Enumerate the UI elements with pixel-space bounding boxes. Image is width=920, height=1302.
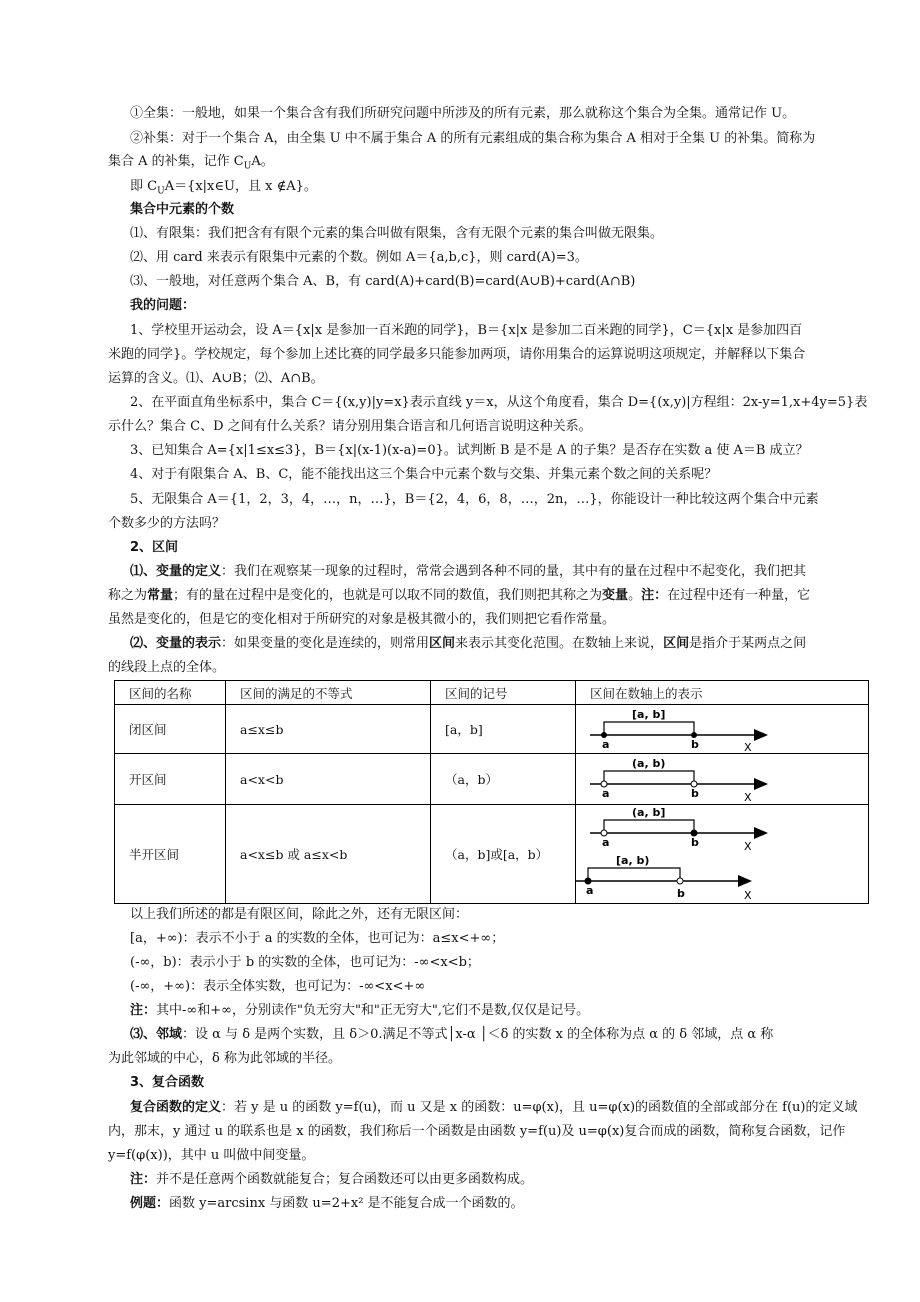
table-row — [115, 754, 869, 805]
infinite-1: [a，+∞)：表示不小于 a 的实数的全体，也可记为：a≤x<+∞； — [130, 931, 505, 946]
axis-x-label: X — [744, 840, 752, 853]
question-1b: 米跑的同学}。学校规定，每个参加上述比赛的同学最多只能参加两项，请你用集合的运算说明这项规定，并解释以下集合 — [108, 347, 806, 362]
question-2b: 示什么？集合 C、D 之间有什么关系？请分别用集合语言和几何语言说明这种关系。 — [108, 419, 592, 434]
composite-def-line-2: 内，那末，y 通过 u 的联系也是 x 的函数，我们称后一个函数是由函数 y=f(u)及 u=φ(x)复合而成的函数，简称复合函数，记作 — [108, 1124, 846, 1139]
diagram-label: (a, b) — [632, 757, 666, 770]
point-a-label: a — [602, 738, 610, 751]
interval-bracket — [604, 820, 694, 833]
infinity-note: 注：其中-∞和+∞，分别读作"负无穷大"和"正无穷大",它们不是数,仅仅是记号。 — [130, 1003, 590, 1018]
interval-bracket — [588, 868, 680, 881]
card-p2: ⑵、用 card 来表示有限集中元素的个数。例如 A＝{a,b,c}，则 card(A)=3。 — [130, 250, 588, 265]
axis-x-label: X — [744, 889, 752, 902]
open-interval-diagram — [576, 754, 869, 805]
point-a-label: a — [586, 884, 594, 897]
row-inequality: a<x≤b 或 a≤x<b — [226, 805, 431, 904]
composite-note: 注：并不是任意两个函数就能复合；复合函数还可以由更多函数构成。 — [130, 1172, 534, 1187]
axis-arrow-icon — [738, 875, 752, 887]
questions-heading: 我的问题： — [130, 298, 196, 313]
interval-table — [114, 680, 869, 904]
row-notation: （a，b） — [431, 754, 576, 805]
infinite-2: (-∞，b)：表示小于 b 的实数的全体，也可记为：-∞<x<b； — [130, 955, 480, 970]
interval-bracket — [604, 771, 694, 784]
axis-arrow-icon — [754, 827, 768, 839]
question-5b: 个数多少的方法吗？ — [108, 516, 226, 531]
question-4: 4、对于有限集合 A、B、C，能不能找出这三个集合中元素个数与交集、并集元素个数之间的关系呢？ — [130, 467, 718, 482]
card-heading: 集合中元素的个数 — [130, 202, 235, 217]
card-p1: ⑴、有限集：我们把含有有限个元素的集合叫做有限集，含有无限个元素的集合叫做无限集。 — [130, 226, 664, 241]
table-header-row — [115, 681, 869, 705]
composite-def-line-3: y=f(φ(x))，其中 u 叫做中间变量。 — [108, 1148, 315, 1163]
axis-x-label: X — [744, 791, 752, 804]
table-header: 区间的名称 — [115, 681, 226, 705]
composite-def-line: 复合函数的定义：若 y 是 u 的函数 y=f(u)，而 u 又是 x 的函数：u=φ(x)，且 u=φ(x)的函数值的全部或部分在 f(u)的定义域 — [130, 1100, 858, 1115]
neighborhood-line-2: 为此邻域的中心，δ 称为此邻域的半径。 — [108, 1051, 341, 1066]
row-inequality: a≤x≤b — [226, 705, 431, 754]
composite-example: 例题：函数 y=arcsinx 与函数 u=2+x² 是不能复合成一个函数的。 — [130, 1196, 524, 1211]
axis-arrow-icon — [754, 729, 768, 741]
row-name: 半开区间 — [115, 805, 226, 904]
infinite-intro: 以上我们所述的都是有限区间，除此之外，还有无限区间： — [130, 907, 469, 922]
question-3: 3、已知集合 A={x|1≤x≤3}，B＝{x|(x-1)(x-a)=0}。试判断 B 是不是 A 的子集？是否存在实数 a 使 A＝B 成立？ — [130, 443, 809, 458]
complement-line: ②补集：对于一个集合 A，由全集 U 中不属于集合 A 的所有元素组成的集合称为集合 A 相对于全集 U 的补集。简称为 — [130, 131, 816, 146]
complement-formula: 即 $C_UA=\{x|x\in U$，且 x ∉A}。 — [130, 179, 317, 197]
row-notation: [a，b] — [431, 705, 576, 754]
table-header: 区间的满足的不等式 — [226, 681, 431, 705]
point-b-label: b — [691, 787, 699, 800]
endpoint-open-icon — [677, 878, 683, 884]
diagram-label: (a, b] — [632, 806, 666, 819]
table-header: 区间在数轴上的表示 — [576, 681, 869, 705]
neighborhood-line: ⑶、邻域：设 α 与 δ 是两个实数，且 δ＞0.满足不等式│x-α │＜δ 的实数 x 的全体称为点 α 的 δ 邻域，点 α 称 — [130, 1027, 774, 1042]
diagram-label: [a, b) — [616, 854, 650, 867]
row-name: 开区间 — [115, 754, 226, 805]
variable-def-line: ⑴、变量的定义：我们在观察某一现象的过程时，常常会遇到各种不同的量，其中有的量在过程中不起变化，我们把其 — [130, 564, 807, 579]
point-a-label: a — [602, 836, 610, 849]
variable-def-line-3: 虽然是变化的，但是它的变化相对于所研究的对象是极其微小的，我们则把它看作常量。 — [108, 612, 616, 627]
diagram-label: [a, b] — [632, 708, 666, 721]
interval-heading: 2、区间 — [130, 540, 179, 555]
interval-bracket — [604, 722, 694, 735]
point-b-label: b — [677, 887, 685, 900]
point-b-label: b — [691, 836, 699, 849]
half-open-interval-diagram — [576, 805, 869, 904]
question-1c: 运算的含义。⑴、A∪B；⑵、A∩B。 — [108, 371, 324, 386]
row-notation: （a，b]或[a，b） — [431, 805, 576, 904]
row-inequality: a<x<b — [226, 754, 431, 805]
question-5a: 5、无限集合 A＝{1，2，3，4，…，n，…}，B＝{2，4，6，8，…，2n，…}，你能设计一种比较这两个集合中元素 — [130, 492, 819, 507]
table-row — [115, 805, 869, 904]
row-name: 闭区间 — [115, 705, 226, 754]
table-row — [115, 705, 869, 754]
variable-repr-line: ⑵、变量的表示：如果变量的变化是连续的，则常用区间来表示其变化范围。在数轴上来说，区间是指介于某两点之间 — [130, 636, 807, 651]
point-a-label: a — [602, 787, 610, 800]
closed-interval-diagram — [576, 705, 869, 754]
axis-x-label: X — [744, 741, 752, 753]
variable-repr-line-2: 的线段上点的全体。 — [108, 660, 226, 675]
question-1a: 1、学校里开运动会，设 A＝{x|x 是参加一百米跑的同学}，B＝{x|x 是参加二百米跑的同学}，C＝{x|x 是参加四百 — [130, 323, 803, 338]
point-b-label: b — [691, 738, 699, 751]
variable-def-line-2: 称之为常量；有的量在过程中是变化的，也就是可以取不同的数值，我们则把其称之为变量。注：在过程中还有一种量，它 — [108, 588, 811, 603]
card-p3: ⑶、一般地，对任意两个集合 A、B，有 card(A)+card(B)=card(A∪B)+card(A∩B) — [130, 274, 636, 289]
axis-arrow-icon — [754, 778, 768, 790]
table-header: 区间的记号 — [431, 681, 576, 705]
infinite-3: (-∞，+∞)：表示全体实数，也可记为：-∞<x<+∞ — [130, 979, 426, 994]
question-2a: 2、在平面直角坐标系中，集合 C＝{(x,y)|y=x}表示直线 y＝x，从这个角度看，集合 D={(x,y)|方程组：2x-y=1,x+4y=5}表 — [130, 395, 868, 410]
composite-heading: 3、复合函数 — [130, 1075, 205, 1090]
complement-line-2: 集合 A 的补集，记作 $C_UA$。 — [108, 154, 274, 172]
universal-set-line: ①全集：一般地，如果一个集合含有我们所研究问题中所涉及的所有元素，那么就称这个集合为全集。通常记作 U。 — [130, 106, 796, 121]
